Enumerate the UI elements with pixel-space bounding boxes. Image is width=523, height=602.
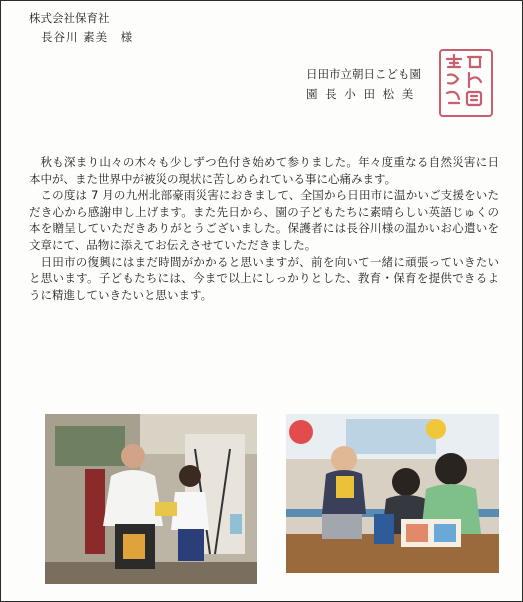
recipient-company: 株式会社保育社 xyxy=(29,11,110,25)
paragraph-3: 日田市の復興にはまだ時間がかかると思いますが、前を向いて一緒に頑張っていきたいと思います。子どもたちには、今まで以上にしっかりとした、教育・保育を提供できるように精進していきたいと思います。 xyxy=(29,254,499,302)
photo-children-reading xyxy=(286,414,499,573)
sender-name: 園 長 小 田 松 美 xyxy=(306,87,416,101)
photo-principal-with-child xyxy=(45,414,257,584)
paragraph-1: 秋も深まり山々の木々も少しずつ色付き始めて参りました。年々度重なる自然災害に日本中が、また世界中が被災の現状に苦しめられている事に心痛みます。 xyxy=(29,155,499,186)
sender-organization: 日田市立朝日こども園 xyxy=(306,67,421,81)
recipient-name: 長谷川 素美 様 xyxy=(41,30,134,44)
seal-stamp-icon xyxy=(439,49,493,117)
letter-body xyxy=(29,154,499,303)
paragraph-2: この度は 7 月の九州北部豪雨災害におきまして、全国から日田市に温かいご支援をいただき心から感謝申し上げます。また先日から、園の子どもたちに素晴らしい英語じゅくの本を贈呈していただきありがとうございました。保護者には長谷川様の温かいお心遣いを文章にて、品物に添えてお伝えさせていただきました。 xyxy=(29,188,499,252)
